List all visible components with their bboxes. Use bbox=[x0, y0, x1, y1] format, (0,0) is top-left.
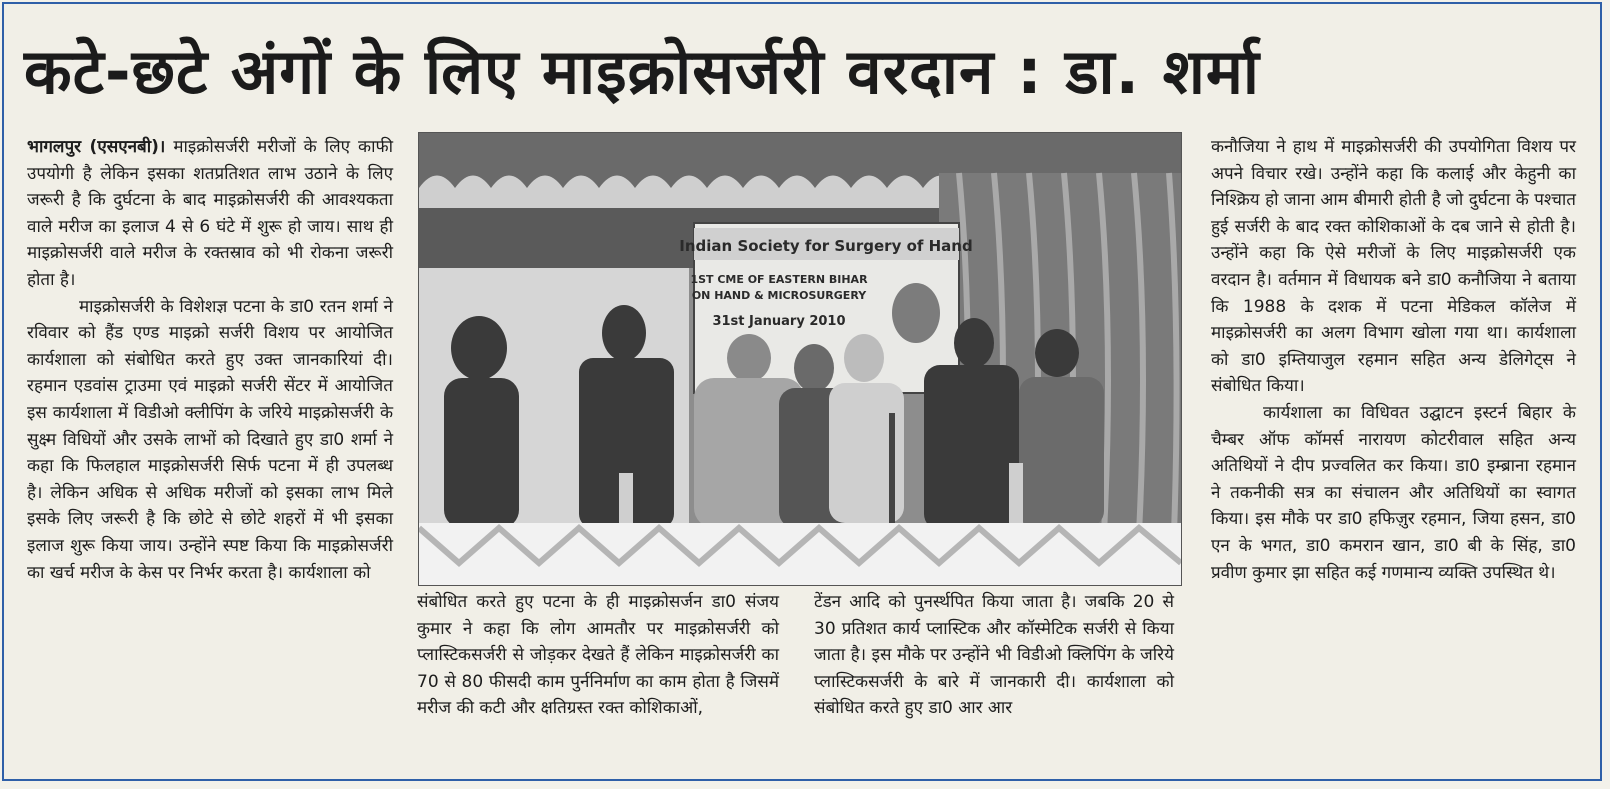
article-column-3 bbox=[814, 589, 1174, 722]
banner-date: 31st January 2010 bbox=[712, 314, 846, 329]
article-column-2 bbox=[417, 589, 779, 722]
article-column-4 bbox=[1211, 134, 1576, 586]
paragraph-2: माइक्रोसर्जरी के विशेशज्ञ पटना के डा0 रतन शर्मा ने रविवार को हैंड एण्ड माइक्रो सर्जरी विशय पर आयोजित कार्यशाला को संबोधित करते हुए उक्त जानकारियां दी। रहमान एडवांस ट्राउमा एवं माइक्रो सर्जरी सेंटर में आयोजित इस कार्यशाला में विडीओ क्लीपिंग के जरिये माइक्रोसर्जरी के सुक्ष्म विधियों और उसके लाभों को दिखाते हुए डा0 शर्मा ने कहा कि फिलहाल माइक्रोसर्जरी सिर्फ पटना में ही उपलब्ध है। लेकिन अधिक से अधिक मरीजों को इसका लाभ मिले इसके लिए जरूरी है कि छोटे से छोटे शहरों में भी इसका इलाज शुरू किया जाय। उन्होंने स्पष्ट किया कि माइक्रोसर्जरी का खर्च मरीज के केस पर निर्भर करता है। कार्यशाला को bbox=[27, 296, 393, 583]
banner-line-2: ON HAND & MICROSURGERY bbox=[691, 289, 867, 302]
headline: कटे-छटे अंगों के लिए माइक्रोसर्जरी वरदान : डा. शर्मा bbox=[24, 35, 1260, 108]
banner-line-1: 1ST CME OF EASTERN BIHAR bbox=[690, 273, 868, 286]
banner-title: Indian Society for Surgery of Hand bbox=[679, 237, 973, 255]
column-4-paragraph-2: कार्यशाला का विधिवत उद्घाटन इस्टर्न बिहार के चैम्बर ऑफ कॉमर्स नारायण कोटरीवाल सहित अन्य अतिथियों ने दीप प्रज्वलित कर किया। डा0 इम्ब्राना रहमान ने तकनीकी सत्र का संचालन और अतिथियों का स्वागत किया। इस मौके पर डा0 हफिज़ुर रहमान, जिया हसन, डा0 एन के भगत, डा0 कमरान खान, डा0 बी के सिंह, डा0 प्रवीण कुमार झा सहित कई गणमान्य व्यक्ति उपस्थित थे। bbox=[1211, 402, 1576, 583]
column-2-text: संबोधित करते हुए पटना के ही माइक्रोसर्जन डा0 संजय कुमार ने कहा कि लोग आमतौर पर माइक्रोसर्जरी को प्लास्टिकसर्जरी से जोड़कर देखते हैं लेकिन माइक्रोसर्जरी का 70 से 80 फीसदी काम पुर्ननिर्माण का काम होता है जिसमें मरीज की कटी और क्षतिग्रस्त रक्त कोशिकाओं, bbox=[417, 592, 779, 719]
paragraph-1 bbox=[27, 134, 393, 294]
dateline: भागलपुर (एसएनबी)। bbox=[27, 137, 166, 157]
article-column-1 bbox=[27, 134, 393, 586]
column-3-text: टेंडन आदि को पुनर्स्थपित किया जाता है। जबकि 20 से 30 प्रतिशत कार्य प्लास्टिक और कॉस्मेटिक सर्जरी से किया जाता है। इस मौके पर उन्होंने भी विडीओ क्लिपिंग के जरिये प्लास्टिकसर्जरी के बारे में जानकारी दी। कार्यशाला को संबोधित करते हुए डा0 आर आर bbox=[814, 592, 1174, 719]
event-photo bbox=[418, 132, 1182, 586]
paragraph-1-text: माइक्रोसर्जरी मरीजों के लिए काफी उपयोगी है लेकिन इसका शतप्रतिशत लाभ उठाने के लिए जरूरी है कि दुर्घटना के बाद माइक्रोसर्जरी की आवश्यकता वाले मरीज का इलाज 4 से 6 घंटे में शुरू हो जाय। साथ ही माइक्रोसर्जरी वाले मरीज के रक्तस्राव को भी रोकना जरूरी होता है। bbox=[27, 137, 393, 290]
column-4-paragraph-1: कनौजिया ने हाथ में माइक्रोसर्जरी की उपयोगिता विशय पर अपने विचार रखे। उन्होंने कहा कि कलाई और केहुनी का निश्क्रिय हो जाना आम बीमारी होती है जो दुर्घटना के पश्चात हुई सर्जरी के बाद रक्त कोशिकाओं के दब जाने से होती है। उन्होंने कहा कि ऐसे मरीजों के लिए माइक्रोसर्जरी एक वरदान है। वर्तमान में विधायक बने डा0 कनौजिया ने बताया कि 1988 के दशक में पटना मेडिकल कॉलेज में माइक्रोसर्जरी का अलग विभाग खोला गया था। कार्यशाला को डा0 इम्तियाजुल रहमान सहित अन्य डेलिगेट्स ने संबोधित किया। bbox=[1211, 137, 1576, 397]
newspaper-clipping bbox=[2, 2, 1602, 781]
